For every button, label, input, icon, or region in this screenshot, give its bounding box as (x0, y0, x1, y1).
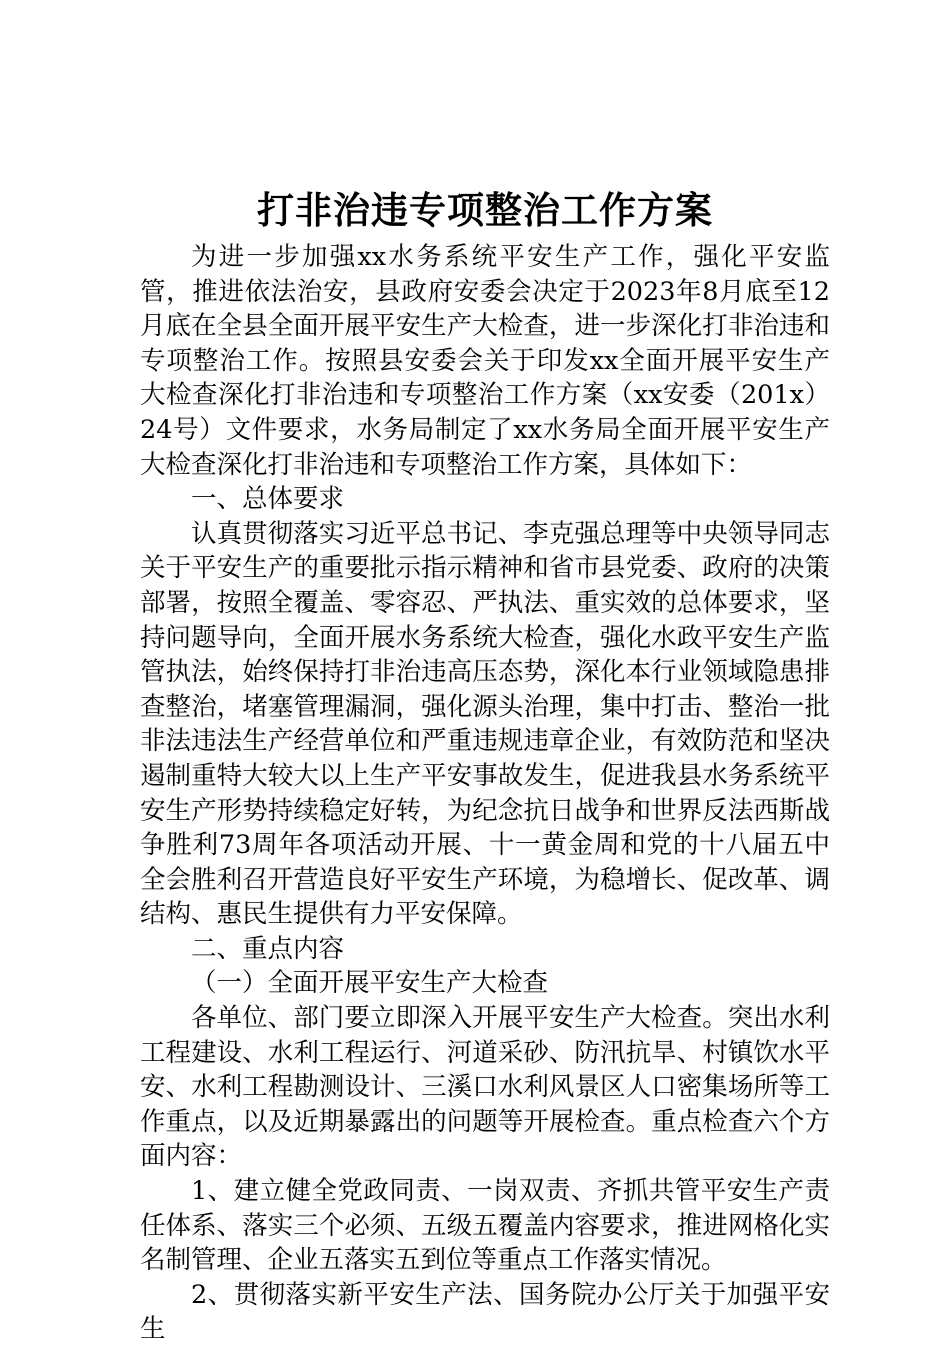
subsection-heading-inspection: （一）全面开展平安生产大检查 (191, 968, 549, 999)
paragraph-inspection: 各单位、部门要立即深入开展平安生产大检查。突出水利工程建设、水利工程运行、河道采砂、防汛抗旱、村镇饮水平安、水利工程勘测设计、三溪口水利风景区人口密集场所等工作重点，以及近期暴露出的问题等开展检查。重点检查六个方面内容： (140, 1003, 830, 1172)
paragraph-intro: 为进一步加强xx水务系统平安生产工作，强化平安监管，推进依法治安，县政府安委会决定于2023年8月底至12月底在全县全面开展平安生产大检查，进一步深化打非治违和专项整治工作。按照县安委会关于印发xx全面开展平安生产大检查深化打非治违和专项整治工作方案（xx安委（201x）24号）文件要求，水务局制定了xx水务局全面开展平安生产大检查深化打非治违和专项整治工作方案，具体如下： (140, 242, 830, 480)
paragraph-general-requirements: 认真贯彻落实习近平总书记、李克强总理等中央领导同志关于平安生产的重要批示指示精神和省市县党委、政府的决策部署，按照全覆盖、零容忍、严执法、重实效的总体要求，坚持问题导向，全面开展水务系统大检查，强化水政平安生产监管执法，始终保持打非治违高压态势，深化本行业领域隐患排查整治，堵塞管理漏洞，强化源头治理，集中打击、整治一批非法违法生产经营单位和严重违规违章企业，有效防范和坚决遏制重特大较大以上生产平安事故发生，促进我县水务系统平安生产形势持续稳定好转，为纪念抗日战争和世界反法西斯战争胜利73周年各项活动开展、十一黄金周和党的十八届五中全会胜利召开营造良好平安生产环境，为稳增长、促改革、调结构、惠民生提供有力平安保障。 (140, 518, 830, 930)
section-heading-general-requirements: 一、总体要求 (191, 484, 345, 515)
document-page (140, 180, 830, 1347)
section-heading-key-content: 二、重点内容 (191, 933, 345, 964)
document-title: 打非治违专项整治工作方案 (257, 188, 713, 232)
list-item-2: 2、贯彻落实新平安生产法、国务院办公厅关于加强平安生 (140, 1279, 830, 1345)
list-item-1: 1、建立健全党政同责、一岗双责、齐抓共管平安生产责任体系、落实三个必须、五级五覆盖内容要求，推进网格化实名制管理、企业五落实五到位等重点工作落实情况。 (140, 1176, 830, 1276)
